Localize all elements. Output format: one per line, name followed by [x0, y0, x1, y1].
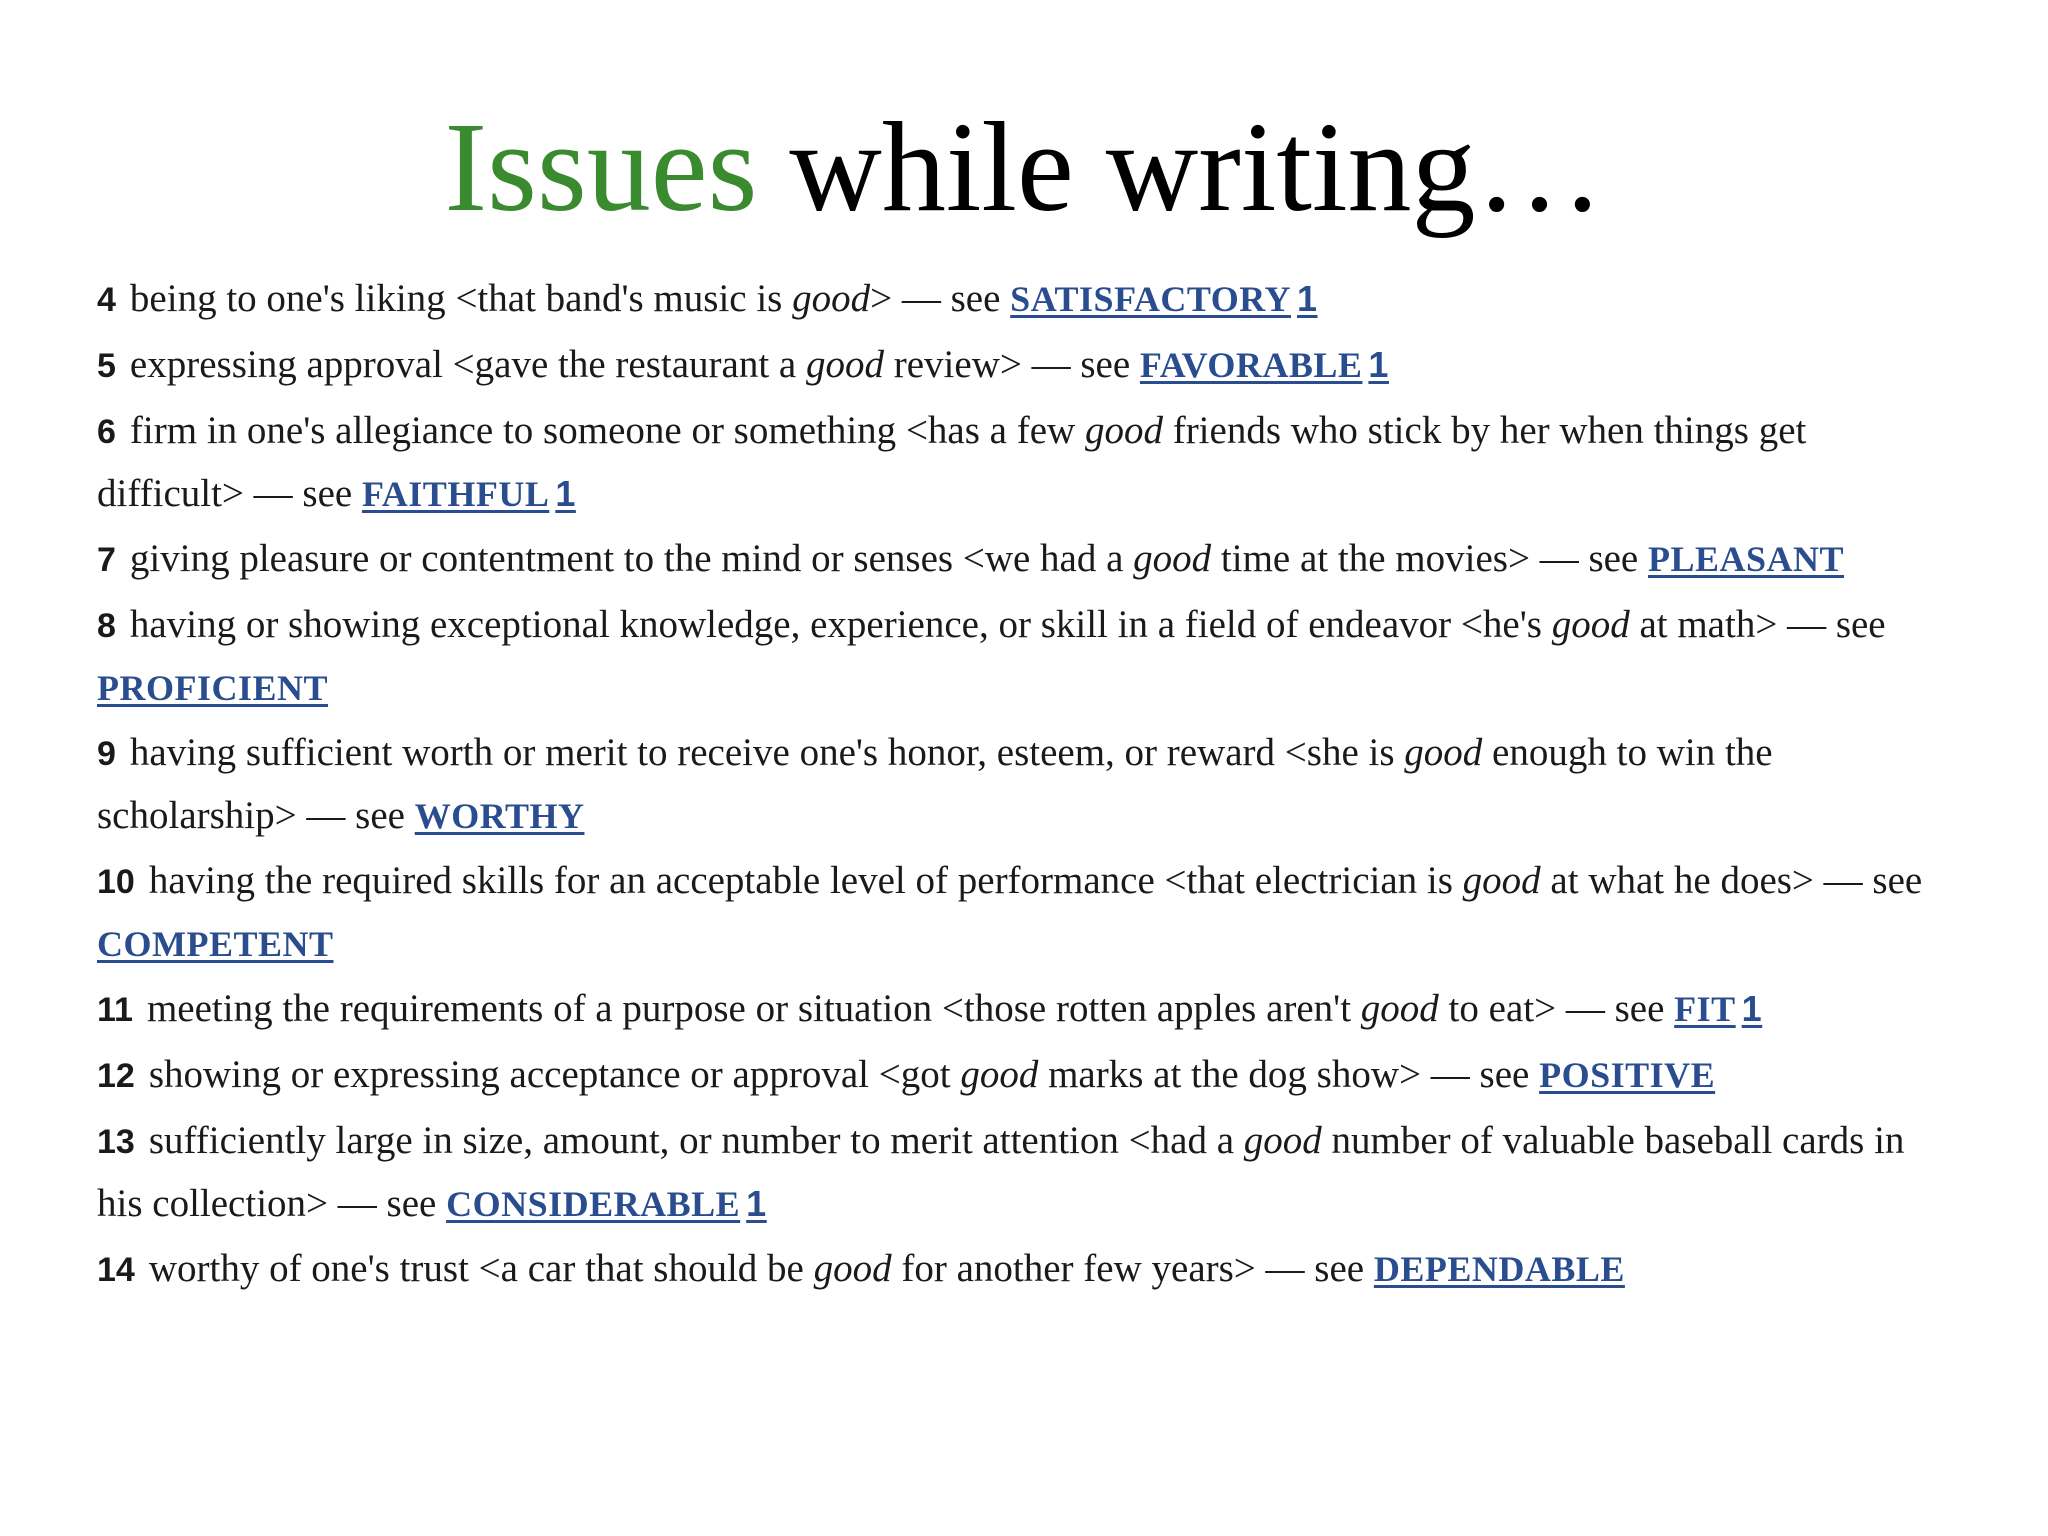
sense-number: 12 — [97, 1057, 135, 1095]
definition-entry-12 — [97, 1044, 1947, 1107]
xref-link-worthy[interactable]: WORTHY — [414, 796, 585, 836]
xref-sense-number: 1 — [1296, 278, 1318, 319]
xref-link-proficient[interactable]: PROFICIENT — [97, 668, 329, 708]
definition-text: giving pleasure or contentment to the mind or senses — [129, 537, 954, 580]
definition-text: having the required skills for an acceptable level of performance — [148, 859, 1155, 902]
xref-link-competent[interactable]: COMPETENT — [97, 924, 334, 964]
example-keyword: good — [1404, 731, 1483, 774]
see-label: — see — [296, 794, 415, 837]
example-keyword: good — [1360, 987, 1439, 1030]
sense-number: 10 — [97, 863, 135, 901]
definition-text: being to one's liking — [129, 277, 446, 320]
xref-sense-number: 1 — [1368, 344, 1389, 385]
see-label: — see — [892, 277, 1011, 320]
example-before: <had a — [1128, 1119, 1244, 1162]
example-before: <has a few — [905, 409, 1085, 452]
example-keyword: good — [1084, 409, 1163, 452]
sense-number: 8 — [97, 607, 116, 645]
xref-link-satisfactory[interactable]: SATISFACTORY 1 — [1010, 278, 1318, 319]
xref-sense-number: 1 — [746, 1183, 767, 1224]
example-after: friends who stick by her when things get difficult> — [97, 409, 1807, 515]
see-label: — see — [243, 472, 362, 515]
example-after: to eat> — [1438, 987, 1557, 1030]
see-label: — see — [1021, 343, 1140, 386]
example-after: at what he does> — [1540, 859, 1814, 902]
definition-text: firm in one's allegiance to someone or something — [129, 409, 897, 452]
definition-text: having sufficient worth or merit to receive one's honor, esteem, or reward — [129, 731, 1276, 774]
xref-link-positive[interactable]: POSITIVE — [1539, 1055, 1716, 1095]
example-after: number of valuable baseball cards in his collection> — [97, 1119, 1905, 1225]
example-keyword: good — [1243, 1119, 1322, 1162]
example-keyword: good — [1133, 537, 1212, 580]
example-keyword: good — [1462, 859, 1541, 902]
definition-text: having or showing exceptional knowledge, experience, or skill in a field of endeavor — [129, 603, 1452, 646]
example-keyword: good — [1551, 603, 1630, 646]
definition-list — [97, 268, 1947, 1304]
definition-text: expressing approval — [129, 343, 443, 386]
see-label: — see — [1813, 859, 1923, 902]
xref-link-considerable[interactable]: CONSIDERABLE 1 — [446, 1183, 767, 1224]
xref-link-favorable[interactable]: FAVORABLE 1 — [1139, 344, 1389, 385]
example-before: <got — [878, 1053, 961, 1096]
example-after: marks at the dog show> — [1038, 1053, 1422, 1096]
example-after: review> — [884, 343, 1022, 386]
sense-number: 14 — [97, 1251, 135, 1289]
example-before: <gave the restaurant a — [452, 343, 806, 386]
definition-entry-4 — [97, 268, 1947, 331]
example-before: <a car that should be — [478, 1247, 814, 1290]
xref-link-pleasant[interactable]: PLEASANT — [1648, 539, 1845, 579]
definition-entry-14 — [97, 1238, 1947, 1301]
definition-text: sufficiently large in size, amount, or number to merit attention — [148, 1119, 1119, 1162]
see-label: — see — [1556, 987, 1675, 1030]
xref-link-faithful[interactable]: FAITHFUL 1 — [361, 473, 576, 514]
example-after: at math> — [1629, 603, 1778, 646]
xref-sense-number: 1 — [555, 473, 576, 514]
definition-entry-8 — [97, 594, 1947, 719]
example-after: enough to win the scholarship> — [97, 731, 1773, 837]
definition-entry-9 — [97, 722, 1947, 847]
definition-text: showing or expressing acceptance or approval — [148, 1053, 869, 1096]
sense-number: 11 — [97, 991, 133, 1029]
see-label: — see — [1255, 1247, 1374, 1290]
definition-entry-6 — [97, 400, 1947, 525]
sense-number: 4 — [97, 281, 116, 319]
sense-number: 5 — [97, 347, 116, 385]
xref-sense-number: 1 — [1741, 988, 1763, 1029]
example-keyword: good — [792, 277, 871, 320]
see-label: — see — [1529, 537, 1648, 580]
example-keyword: good — [813, 1247, 892, 1290]
sense-number: 6 — [97, 413, 116, 451]
definition-entry-7 — [97, 528, 1947, 591]
title-rest: while writing… — [789, 96, 1604, 238]
definition-entry-5 — [97, 334, 1947, 397]
definition-entry-11 — [97, 978, 1947, 1041]
see-label: — see — [1777, 603, 1886, 646]
example-before: <those rotten apples aren't — [941, 987, 1361, 1030]
see-label: — see — [328, 1182, 447, 1225]
definition-text: worthy of one's trust — [148, 1247, 469, 1290]
example-after: for another few years> — [891, 1247, 1256, 1290]
example-after: > — [870, 277, 893, 320]
definition-entry-10 — [97, 850, 1947, 975]
slide-title — [0, 92, 2048, 242]
see-label: — see — [1421, 1053, 1540, 1096]
example-keyword: good — [806, 343, 884, 386]
definition-text: meeting the requirements of a purpose or situation — [146, 987, 933, 1030]
definition-entry-13 — [97, 1110, 1947, 1235]
xref-link-dependable[interactable]: DEPENDABLE — [1373, 1249, 1625, 1289]
example-before: <he's — [1460, 603, 1552, 646]
example-before: <that band's music is — [455, 277, 793, 320]
sense-number: 9 — [97, 735, 116, 773]
sense-number: 13 — [97, 1123, 135, 1161]
title-accent-word: Issues — [444, 96, 758, 238]
sense-number: 7 — [97, 541, 116, 579]
xref-link-fit[interactable]: FIT 1 — [1674, 988, 1763, 1029]
example-keyword: good — [960, 1053, 1039, 1096]
example-before: <she is — [1284, 731, 1405, 774]
example-after: time at the movies> — [1211, 537, 1530, 580]
example-before: <we had a — [962, 537, 1134, 580]
example-before: <that electrician is — [1164, 859, 1463, 902]
